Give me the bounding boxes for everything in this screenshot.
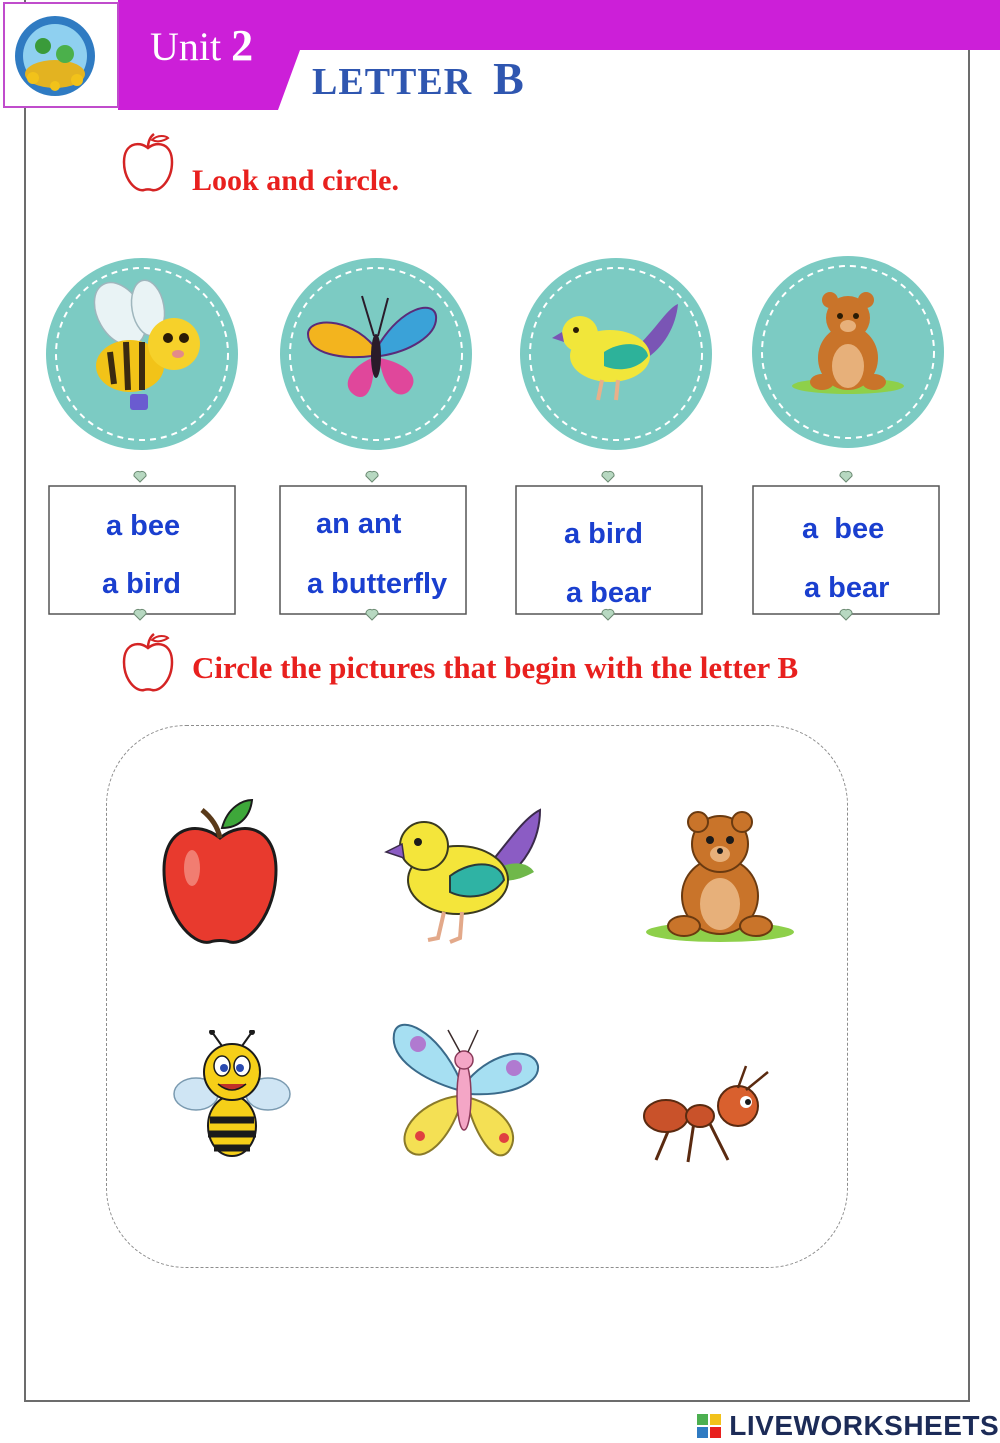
circle-card-3 — [518, 256, 714, 452]
bee-icon — [44, 256, 240, 452]
globe-logo-icon — [5, 4, 117, 106]
instruction-look-and-circle: Look and circle. — [192, 164, 399, 197]
bird-icon[interactable] — [384, 806, 548, 946]
option-1-1[interactable]: a bee — [106, 510, 181, 542]
apple-outline-icon — [120, 132, 176, 196]
instruction-circle-letter-b: Circle the pictures that begin with the letter B — [192, 650, 799, 685]
butterfly-icon — [278, 256, 474, 452]
liveworksheets-logo-icon — [697, 1414, 721, 1438]
option-4-2[interactable]: a bear — [804, 572, 890, 604]
page-title — [312, 52, 525, 105]
apple-outline-icon — [120, 632, 176, 696]
unit-number: 2 — [231, 21, 254, 70]
unit-label — [150, 20, 253, 71]
circle-card-2 — [278, 256, 474, 452]
option-2-2[interactable]: a butterfly — [307, 568, 448, 600]
title-prefix: LETTER — [312, 61, 473, 103]
option-4-1[interactable]: a bee — [802, 513, 885, 545]
unit-word: Unit — [150, 24, 222, 69]
brand-text: LIVEWORKSHEETS — [729, 1410, 1000, 1441]
ant-icon[interactable] — [642, 1062, 776, 1172]
bee-icon[interactable] — [172, 1030, 292, 1172]
title-letter: B — [493, 53, 525, 104]
circle-card-1 — [44, 256, 240, 452]
apple-icon[interactable] — [158, 798, 282, 948]
circle-card-4 — [750, 254, 946, 450]
option-3-2[interactable]: a bear — [566, 577, 652, 609]
liveworksheets-brand — [697, 1410, 999, 1442]
school-logo — [3, 2, 119, 108]
header — [0, 0, 1000, 110]
bear-icon — [750, 254, 946, 450]
butterfly-icon[interactable] — [384, 1010, 544, 1170]
bird-icon — [518, 256, 714, 452]
option-1-2[interactable]: a bird — [102, 568, 181, 600]
option-3-1[interactable]: a bird — [564, 518, 643, 550]
choice-box-frames — [0, 470, 1000, 630]
option-2-1[interactable]: an ant — [316, 508, 402, 540]
bear-icon[interactable] — [644, 808, 796, 944]
